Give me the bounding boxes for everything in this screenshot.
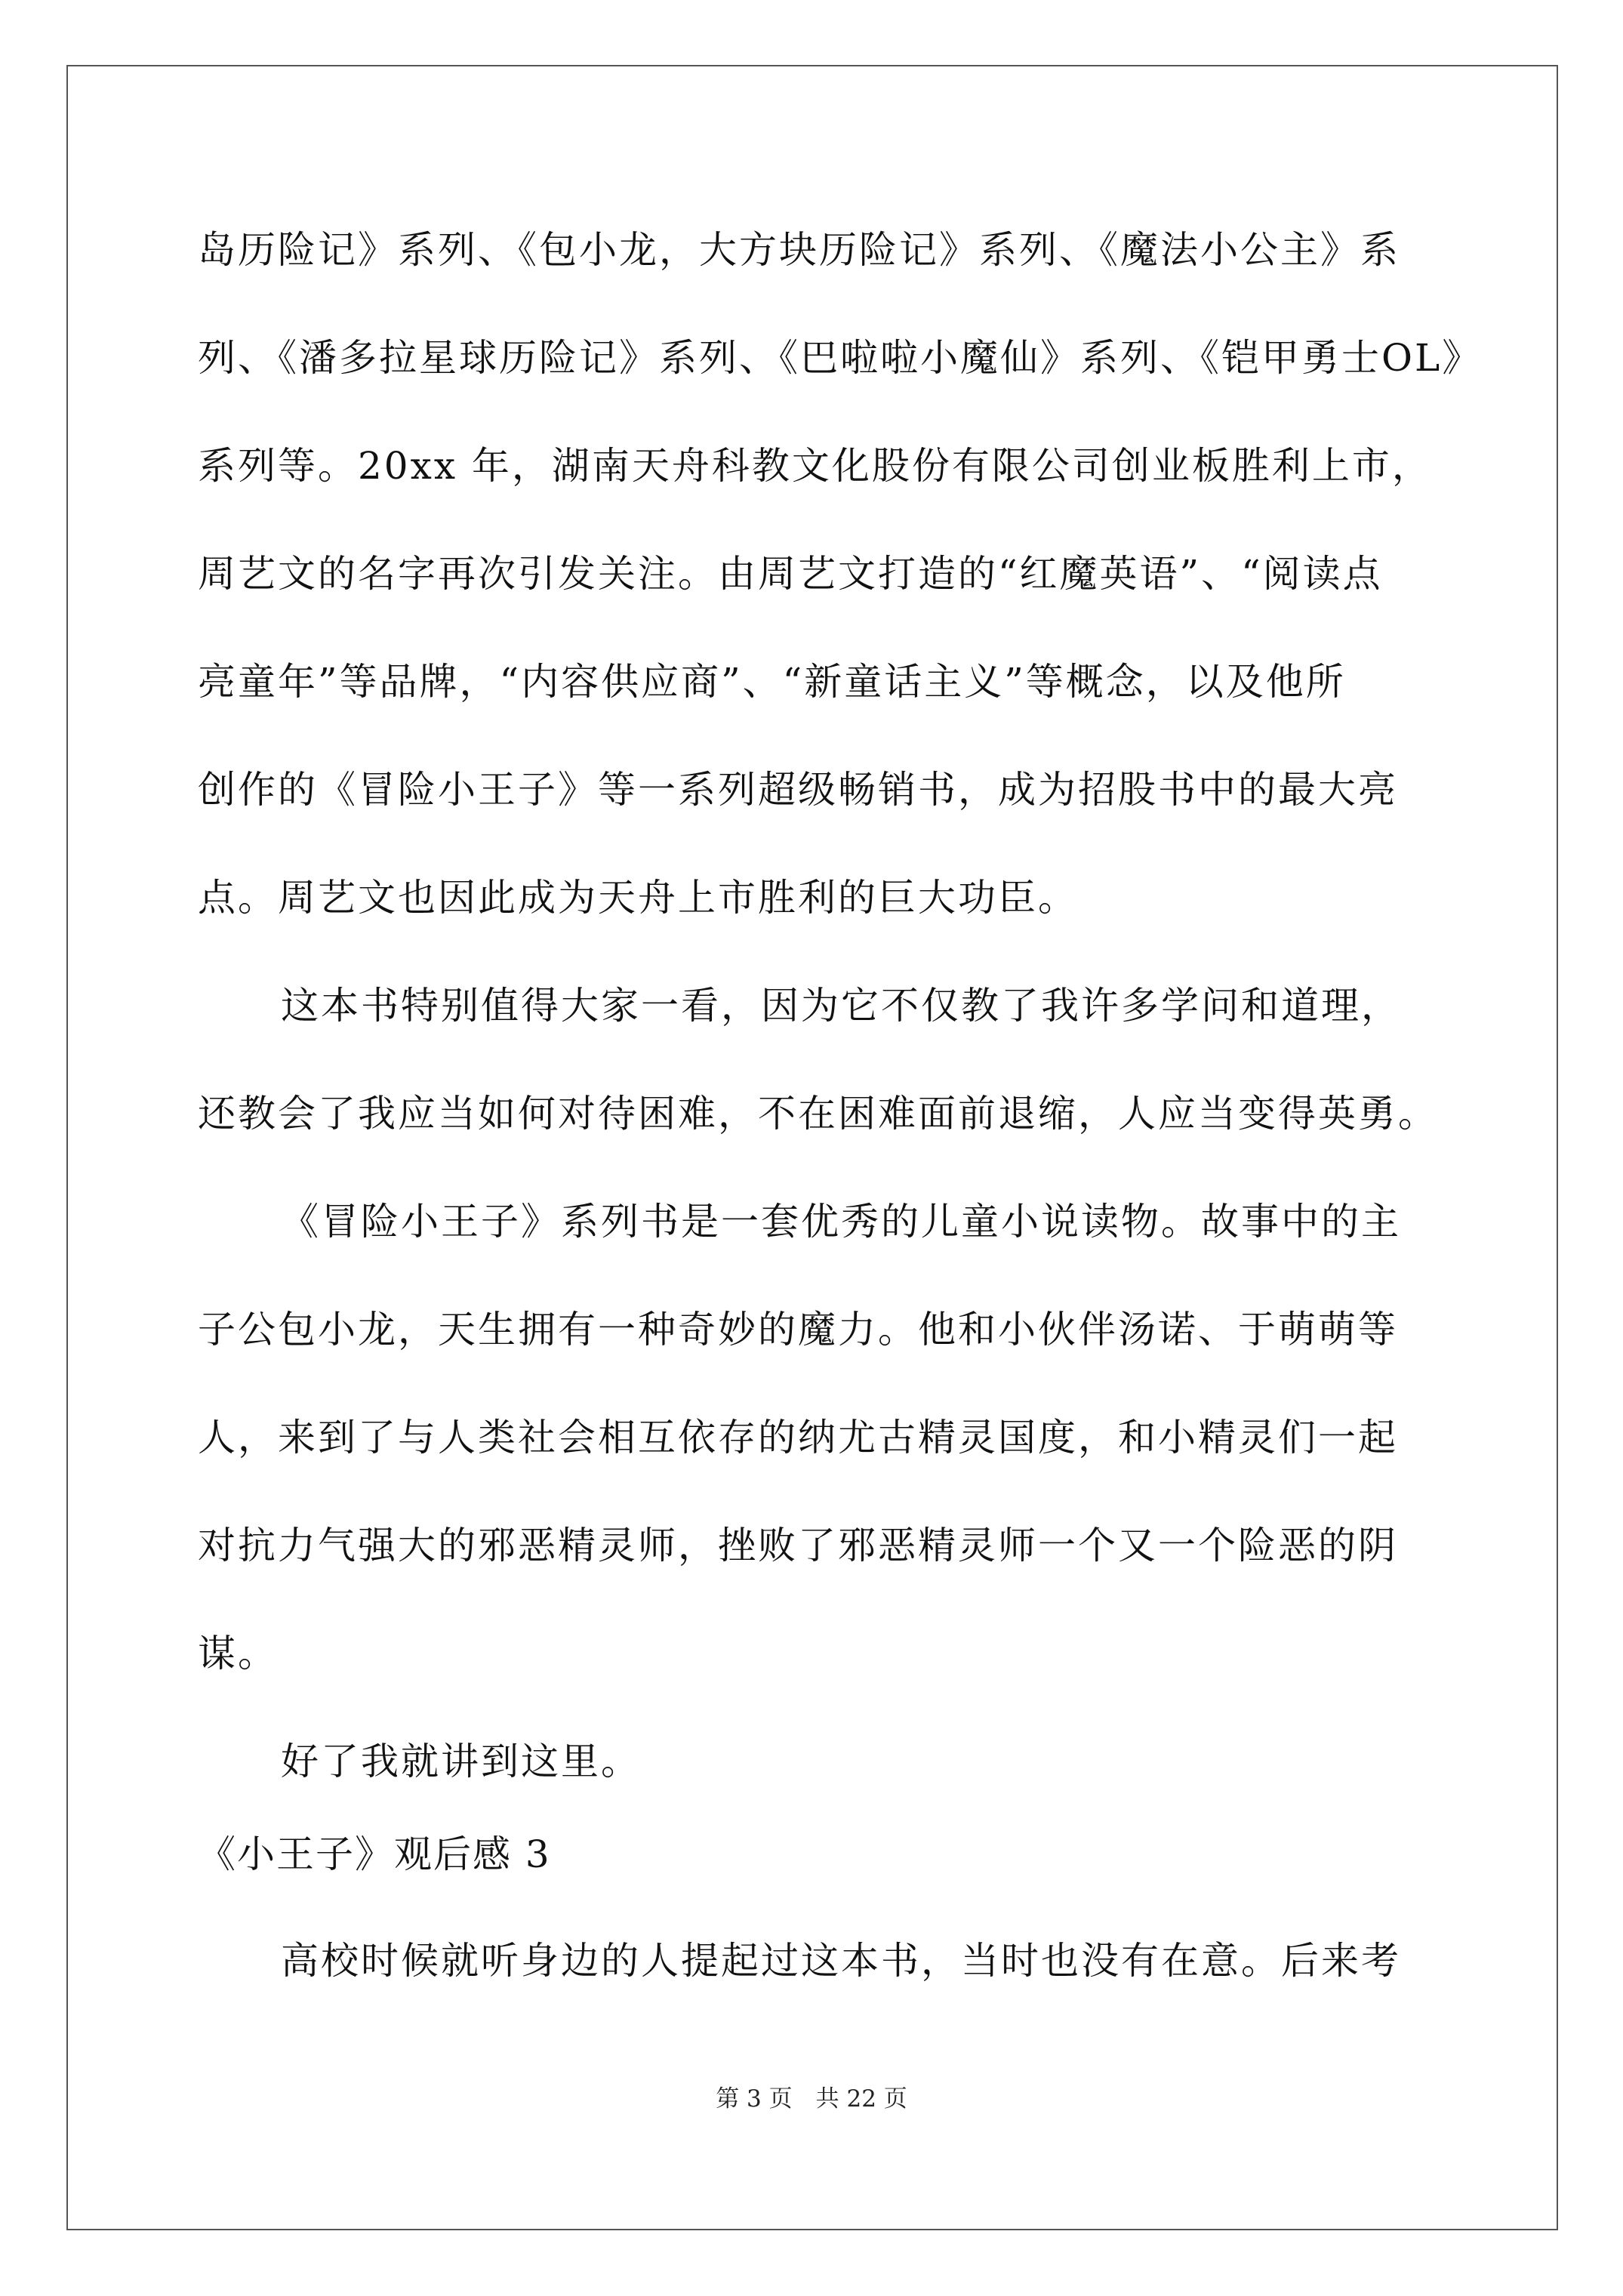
paragraph-line: 列、《潘多拉星球历险记》系列、《巴啦啦小魔仙》系列、《铠甲勇士OL》 <box>198 336 1483 380</box>
paragraph-line: 周艺文的名字再次引发关注。由周艺文打造的“红魔英语”、“阅读点 <box>198 552 1383 596</box>
paragraph-line: 系列等。20xx 年，湖南天舟科教文化股份有限公司创业板胜利上市， <box>198 444 1432 488</box>
paragraph-line: 亮童年”等品牌，“内容供应商”、“新童话主义”等概念，以及他所 <box>198 660 1346 704</box>
page-number-footer: 第 3 页 共 22 页 <box>716 2085 907 2113</box>
paragraph-line: 这本书特别值得大家一看，因为它不仅教了我许多学问和道理， <box>281 984 1401 1028</box>
paragraph-line: 岛历险记》系列、《包小龙，大方块历险记》系列、《魔法小公主》系 <box>198 228 1400 272</box>
paragraph-line: 《冒险小王子》系列书是一套优秀的儿童小说读物。故事中的主 <box>281 1200 1401 1244</box>
paragraph-line: 高校时候就听身边的人提起过这本书，当时也没有在意。后来考 <box>281 1939 1401 1983</box>
paragraph-line: 人，来到了与人类社会相互依存的纳尤古精灵国度，和小精灵们一起 <box>198 1416 1398 1459</box>
paragraph-line: 点。周艺文也因此成为天舟上市胜利的巨大功臣。 <box>198 876 1078 920</box>
paragraph-line: 还教会了我应当如何对待困难，不在困难面前退缩，人应当变得英勇。 <box>198 1092 1438 1136</box>
section-heading: 《小王子》观后感 3 <box>198 1832 551 1876</box>
paragraph-line: 对抗力气强大的邪恶精灵师，挫败了邪恶精灵师一个又一个险恶的阴 <box>198 1524 1398 1567</box>
paragraph-line: 好了我就讲到这里。 <box>281 1740 641 1783</box>
paragraph-line: 子公包小龙，天生拥有一种奇妙的魔力。他和小伙伴汤诺、于萌萌等 <box>198 1308 1398 1351</box>
paragraph-line: 创作的《冒险小王子》等一系列超级畅销书，成为招股书中的最大亮 <box>198 768 1398 812</box>
paragraph-line: 谋。 <box>198 1632 278 1675</box>
page-border <box>66 65 1558 2230</box>
